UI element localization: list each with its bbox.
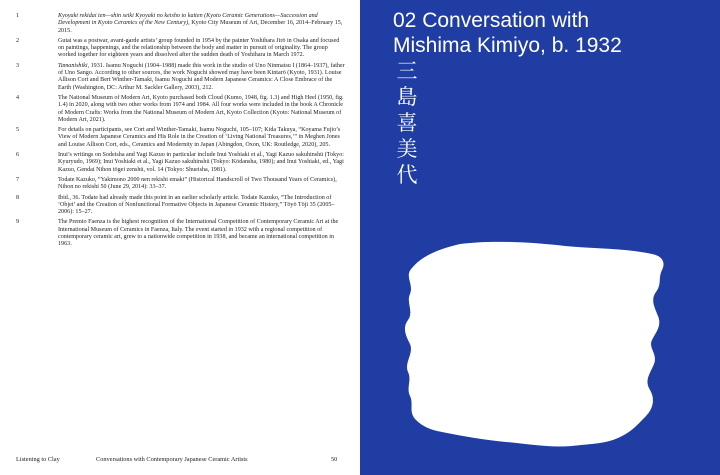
endnote-text: Todate Kazuko, “Yakimono 2000 nen rekishi emaki” (Historical Handscroll of Two Thousand Years of Ceramics), Nihon no rekishi 50 (June 29, 2014): 33–37. — [58, 176, 337, 191]
endnote-number: 4 — [16, 94, 20, 101]
japanese-character: 三 — [396, 59, 418, 83]
endnote-number: 6 — [16, 152, 20, 159]
japanese-character: 島 — [396, 85, 418, 109]
endnote — [16, 219, 346, 248]
footer-section-title: Conversations with Contemporary Japanese Ceramic Artists — [96, 456, 248, 463]
chapter-title-line-2: Mishima Kimiyo, b. 1932 — [393, 34, 622, 57]
endnote-number: 2 — [16, 37, 20, 44]
chapter-title-line-1: 02 Conversation with — [393, 9, 590, 32]
endnote-text: The Premio Faenza is the highest recognition of the International Competition of Contemporary Ceramic Art at the International Museum of Ceramics in Faenza, Italy. The event started in 1932 with a regional competition of contemporary ceramic art, grew to a nationwide competition in 1938, and became an international competition in 1963. — [58, 219, 339, 248]
endnote — [16, 63, 346, 92]
endnote-number: 5 — [16, 127, 20, 134]
japanese-character: 美 — [396, 137, 418, 161]
endnote-text: The National Museum of Modern Art, Kyoto purchased both Cloud (Kumo, 1948, fig. 1.3) and High Heel (1950, fig. 1.4) in 2020, along with two other works from 1974 and 1984. All four works were included in the book A Chronicle of Modern Crafts: Works from the National Museum of Modern Art, Kyoto Collection (Kyoto: National Museum of Modern Art, 2021). — [58, 94, 344, 123]
endnote — [16, 38, 346, 60]
endnote-number: 8 — [16, 194, 20, 201]
endnote — [16, 127, 346, 149]
footer-page-number: 50 — [331, 456, 338, 463]
endnote — [16, 13, 346, 35]
sculpture-silhouette — [400, 240, 672, 450]
japanese-character: 代 — [396, 163, 418, 187]
chapter-title — [393, 8, 713, 58]
endnote-number: 3 — [16, 62, 20, 69]
endnote-italic: Tamanishiki, — [58, 62, 90, 69]
endnote — [16, 95, 346, 124]
endnote-number: 9 — [16, 219, 20, 226]
japanese-character: 喜 — [396, 111, 418, 135]
endnote-text: 1931. Isamu Noguchi (1904–1988) made this work in the studio of Uno Ninmatsu I (1864–1937), father of Uno Sango. According to other sources, the work Noguchi showed may have been Kintarō (Kyoto, 1931). Louise Allison Cort and Bert Winther-Tamaki, Isamu Noguchi and Modern Japanese Ceramics: A Close Embrace of the Earth (Washington, DC: Arthur M. Sackler Gallery, 2003), 212. — [58, 62, 345, 91]
endnote-italic: Kyoyaki rekidai ten—shin seiki Kyoyaki no keisho to kaiten (Kyoto Ceramic Generations—Succession and Development in Kyoto Ceramics of the New Century), — [58, 13, 318, 27]
endnote-text: For details on participants, see Cort and Winther-Tamaki, Isamu Noguchi, 105–107; Kida Takuya, “Koyama Fujio’s View of Modern Japanese Ceramics and His Role in the Creation of ‘Living National Treasures,’” in Meghen Jones and Louise Allison Cort, eds., Ceramics and Modernity in Japan (Abingdon, Oxon, UK: Routledge, 2020), 205. — [58, 127, 341, 148]
footer-book-title: Listening to Clay — [16, 456, 60, 463]
endnote-text: Ibid., 36. Todate had already made this point in an earlier scholarly article. Todate Kazuko, “The Introduction of ‘Objet’ and the Creation of Nonfunctional Formative Objects in Japanese Ceramic History,” Tōyō Tōji 35 (2005–2006): 15–27. — [58, 194, 335, 216]
endnote — [16, 195, 346, 217]
endnote-text: Kyoto City Museum of Art, December 16, 2014–February 15, 2015. — [58, 20, 343, 34]
endnote-number: 7 — [16, 176, 20, 183]
japanese-name-vertical — [394, 58, 420, 188]
endnote — [16, 152, 346, 174]
endnote-text: Gutai was a postwar, avant-garde artists’ group founded in 1954 by the painter Yoshihara Jirō in Osaka and focused on paintings, happenings, and the relationship between the body and matter in pursuit of originality. The group worked together for eighteen years and dissolved after the sudden death of Yoshihara in March 1972. — [58, 37, 340, 59]
endnotes-list — [16, 13, 346, 252]
endnote — [16, 177, 346, 192]
right-page — [360, 0, 720, 475]
endnote-number: 1 — [16, 13, 20, 19]
endnote-text: Inui’s writings on Sodeisha and Yagi Kazuo in particular include Inui Yoshiaki et al., Yagi Kazuo sakuhinshū (Tokyo: Kyuryudo, 1969); Inui Yoshiaki et al., Yagi Kazuo sakuhinshū (Tokyo: Kōdansha, 1980); and Inui Yoshiaki, ed., Yagi Kazuo, Gendai Nihon tōgei zenshū, vol. 14 (Tokyo: Shueisha, 1981). — [58, 152, 344, 173]
